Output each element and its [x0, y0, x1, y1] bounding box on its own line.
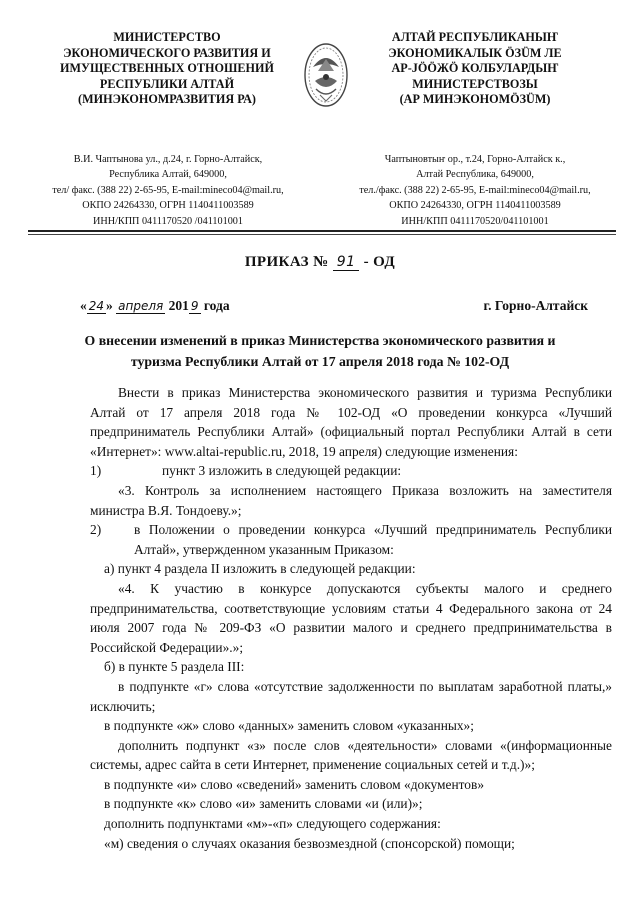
body-intro: Внести в приказ Министерства экономического развития и туризма Республики Алтай от 17 апреля 2018 года № 102-ОД «О проведении конкурса «Лучший предприниматель Республики Алтай» (официальный портал Республики Алтай в сети «Интернет»: www.altai-republic.ru, 2018, 19 апреля) следующие изменения:	[90, 385, 612, 459]
document-body	[90, 383, 612, 853]
address-line: тел./факс. (388 22) 2-65-95, E-mail:mineco04@mail.ru,	[359, 184, 591, 196]
ministry-name-line: МИНИСТЕРСТВО	[113, 30, 221, 44]
ministry-name-line: АЛТАЙ РЕСПУБЛИКАНЫҤ	[391, 30, 559, 44]
amendment-line: в подпункте «ж» слово «данных» заменить словом «указанных»;	[104, 718, 474, 734]
item-number: 2)	[90, 522, 102, 538]
ministry-name-line: ЭКОНОМИЧЕСКОГО РАЗВИТИЯ И	[63, 45, 271, 60]
item-quote: «4. К участию в конкурсе допускаются субъекты малого и среднего предпринимательства, соответствующие условиям статьи 4 Федерального закона от 24 июля 2007 года № 209-ФЗ «О развитии малого и среднего предпринимательства в Российской Федерации».»;	[90, 580, 612, 655]
header-divider	[28, 230, 616, 232]
amendment-line: в подпункте «г» слова «отсутствие задолженности по выплатам заработной платы,» исключить;	[90, 678, 612, 714]
date-year-digit: 9	[190, 299, 199, 313]
address-block-altai	[340, 152, 610, 229]
address-line: ИНН/КПП 0411170520 /041101001	[93, 215, 243, 227]
ministry-name-line: ЭКОНОМИКАЛЫК ÖЗÜМ ЛЕ	[388, 45, 562, 60]
sub-item: а) пункт 4 раздела II изложить в следующей редакции:	[104, 561, 416, 577]
amendment-line: «м) сведения о случаях оказания безвозмездной (спонсорской) помощи;	[104, 835, 515, 851]
list-item	[90, 520, 612, 559]
address-line: ИНН/КПП 0411170520/041101001	[401, 215, 549, 227]
address-line: Чаптыновтыҥ ор., т.24, Горно-Алтайск к.,	[384, 154, 566, 165]
order-number: 91	[333, 254, 360, 271]
ministry-name-line: ИМУЩЕСТВЕННЫХ ОТНОШЕНИЙ	[60, 61, 274, 75]
address-line: ОКПО 24264330, ОГРН 1140411003589	[82, 200, 254, 212]
address-block-russian	[33, 152, 303, 229]
date-open-quote: «	[80, 298, 87, 313]
header-divider-thin	[28, 234, 616, 235]
ministry-name-line: (МИНЭКОНОМРАЗВИТИЯ РА)	[78, 92, 256, 106]
amendment-line: дополнить подпункт «з» после слов «деятельности» словами «(информационные системы, адрес сайта в сети Интернет, применение социальных сетей и т.д.)»;	[90, 737, 612, 773]
order-suffix: - ОД	[363, 254, 396, 270]
order-title	[0, 254, 640, 271]
address-line: тел/ факс. (388 22) 2-65-95, E-mail:mineco04@mail.ru,	[52, 184, 284, 196]
date-close-quote: »	[106, 298, 113, 313]
ministry-name-line: РЕСПУБЛИКИ АЛТАЙ	[99, 76, 235, 91]
order-prefix: ПРИКАЗ №	[244, 254, 329, 270]
address-line: ОКПО 24264330, ОГРН 1140411003589	[389, 200, 561, 212]
republic-emblem-icon	[301, 37, 351, 113]
item-number: 1)	[90, 463, 102, 479]
order-city: г. Горно-Алтайск	[483, 298, 588, 313]
ministry-name-russian	[52, 30, 282, 108]
address-line: Республика Алтай, 649000,	[109, 169, 227, 181]
item-text: пункт 3 изложить в следующей редакции:	[162, 463, 402, 479]
list-item	[90, 461, 612, 481]
ministry-name-line: АР-JÖÖЖÖ КОЛБУЛАРДЫҤ	[391, 61, 559, 75]
item-text: в Положении о проведении конкурса «Лучший предприниматель Республики Алтай», утвержденном указанным Приказом:	[134, 522, 612, 557]
ministry-name-altai	[360, 30, 590, 108]
item-quote: «3. Контроль за исполнением настоящего Приказа возложить на заместителя министра В.Я. Тондоеву.»;	[90, 482, 612, 518]
date-month: апреля	[118, 299, 164, 313]
amendment-line: в подпункте «к» слово «и» заменить словами «и (или)»;	[104, 796, 423, 812]
ministry-name-line: МИНИСТЕРСТВОЗЫ	[412, 76, 538, 91]
ministry-name-line: (АР МИНЭКОНОМÖЗÜМ)	[399, 92, 551, 106]
order-date	[80, 298, 230, 314]
document-title: О внесении изменений в приказ Министерства экономического развития и туризма Республики Алтай от 17 апреля 2018 года № 102-ОД	[84, 333, 556, 369]
amendment-line: дополнить подпунктами «м»-«п» следующего содержания:	[104, 816, 441, 832]
date-year-prefix: 201	[168, 298, 189, 313]
date-year-suffix: года	[203, 298, 230, 313]
address-line: Алтай Республика, 649000,	[416, 169, 534, 181]
amendment-line: в подпункте «и» слово «сведений» заменить словом «документов»	[104, 776, 485, 792]
address-line: В.И. Чаптынова ул., д.24, г. Горно-Алтайск,	[73, 154, 263, 165]
date-day: 24	[88, 299, 105, 313]
sub-item: б) в пункте 5 раздела III:	[104, 659, 245, 675]
